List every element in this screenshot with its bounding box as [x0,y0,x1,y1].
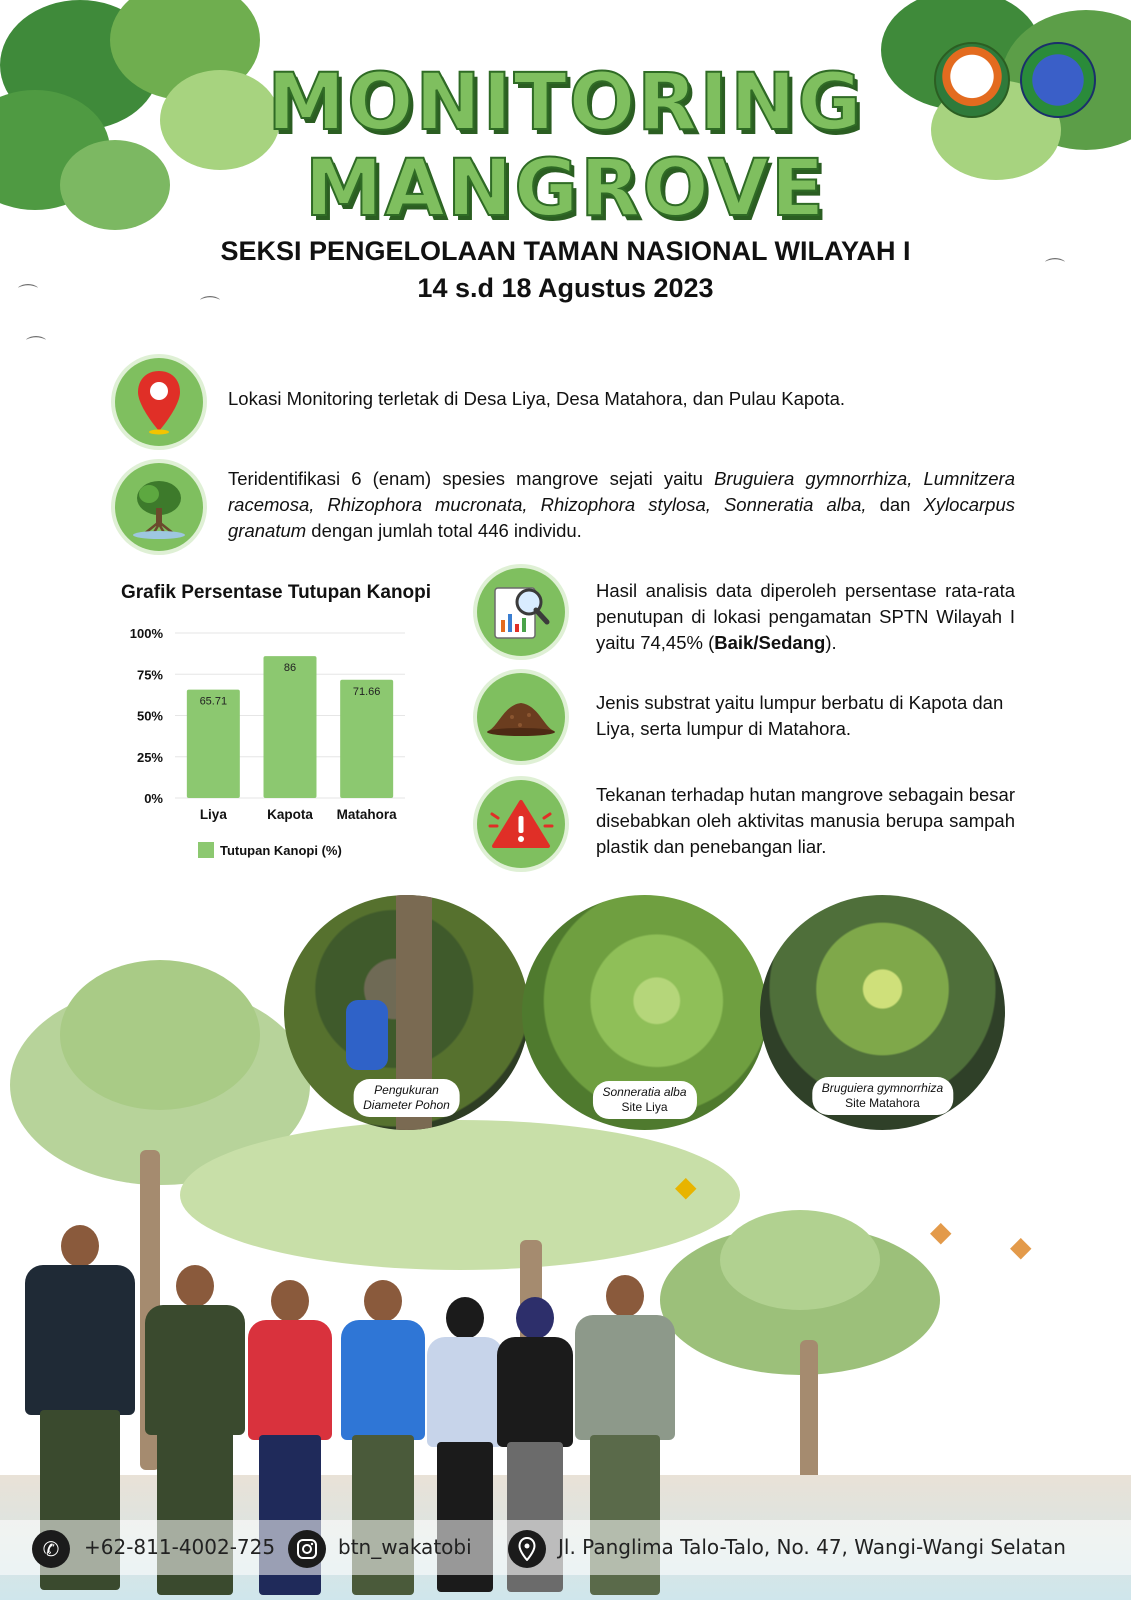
species-text [228,466,1015,544]
species-text-and: dan [866,494,924,515]
species-names-italic: Bruguiera gymnorrhiza, Lumnitzera racemosa, Rhizophora mucronata, Rhizophora stylosa, Sonneratia alba, [228,468,1015,515]
y-tick-label: 50% [136,708,163,724]
y-tick-label: 75% [136,667,163,683]
photo-label-line1: Pengukuran [374,1083,439,1097]
page-subtitle: SEKSI PENGELOLAAN TAMAN NASIONAL WILAYAH I [220,236,911,266]
tree-illustration [180,1120,740,1270]
warning-icon [477,780,565,868]
photo-label-line2: Site Liya [621,1100,668,1114]
bird-icon: ◆ [675,1171,697,1202]
bird-icon: ◆ [930,1216,952,1247]
photo-label-line1: Sonneratia alba [602,1085,687,1099]
data-analysis-icon [477,568,565,656]
analysis-status-bold: Baik/Sedang [714,632,826,653]
threat-text: Tekanan terhadap hutan mangrove sebagain besar disebabkan oleh aktivitas manusia berupa sampah plastik dan penebangan liar. [596,784,1015,857]
chart-title: Grafik Persentase Tutupan Kanopi [121,582,432,603]
location-text: Lokasi Monitoring terletak di Desa Liya, Desa Matahora, dan Pulau Kapota. [228,388,846,409]
photo-bruguiera-gymnorrhiza [760,895,1005,1130]
photo-sonneratia-alba [522,895,767,1130]
species-name-italic-last: Xylocarpus granatum [228,494,1015,541]
x-tick-label: Kapota [267,807,313,822]
phone-icon: ✆ [32,1530,70,1568]
photo-label-line2: Diameter Pohon [363,1098,450,1112]
bar-value-label: 71.66 [352,685,381,698]
footer-address: Jl. Panglima Talo-Talo, No. 47, Wangi-Wangi Selatan [558,1535,1066,1559]
location-icon [508,1530,546,1568]
analysis-text [596,578,1015,656]
chart-bar [264,656,317,798]
substrate-text: Jenis substrat yaitu lumpur berbatu di Kapota dan Liya, serta lumpur di Matahora. [596,692,1004,739]
bird-icon: ◆ [1010,1231,1032,1262]
analysis-text-outro: ). [825,632,837,653]
analysis-text-intro: Hasil analisis data diperoleh persentase rata-rata penutupan di lokasi pengamatan SPTN Wilayah I yaitu 74,45% ( [596,580,1015,653]
bar-value-label: 65.71 [199,695,228,708]
bar-value-label: 86 [283,662,297,675]
title-line-2: MANGROVE [304,144,827,234]
bird-icon: ⌒ [1045,258,1065,280]
bird-icon: ⌒ [18,284,38,306]
soil-mound-icon [477,673,565,761]
species-text-intro: Teridentifikasi 6 (enam) spesies mangrove sejati yaitu [228,468,715,489]
canopy-cover-bar-chart [110,612,440,862]
y-tick-label: 25% [136,749,163,765]
x-tick-label: Liya [199,807,227,822]
instagram-icon [288,1530,326,1568]
bird-icon: ⌒ [200,296,220,318]
bird-icon: ⌒ [26,336,46,358]
footer-instagram: btn_wakatobi [338,1535,472,1559]
photo-label [812,1077,953,1115]
photo-person [346,1000,388,1070]
event-date: 14 s.d 18 Agustus 2023 [417,273,714,303]
mangrove-tree-icon [115,463,203,551]
tree-illustration [720,1210,880,1310]
species-text-outro: dengan jumlah total 446 individu. [306,520,582,541]
footer-phone: +62-811-4002-725 [84,1535,276,1559]
photo-label-line1: Bruguiera gymnorrhiza [821,1081,944,1095]
tree-illustration [60,960,260,1110]
legend-swatch [198,842,214,858]
photo-label-line2: Site Matahora [845,1096,920,1110]
photo-diameter-measurement [284,895,529,1130]
photo-label [592,1081,696,1119]
title-line-1: MONITORING [267,58,864,148]
y-tick-label: 0% [144,791,163,806]
location-pin-icon [115,358,203,446]
photo-label [353,1079,460,1117]
x-tick-label: Matahora [336,807,397,822]
y-tick-label: 100% [129,626,163,641]
legend-label: Tutupan Kanopi (%) [220,843,342,858]
